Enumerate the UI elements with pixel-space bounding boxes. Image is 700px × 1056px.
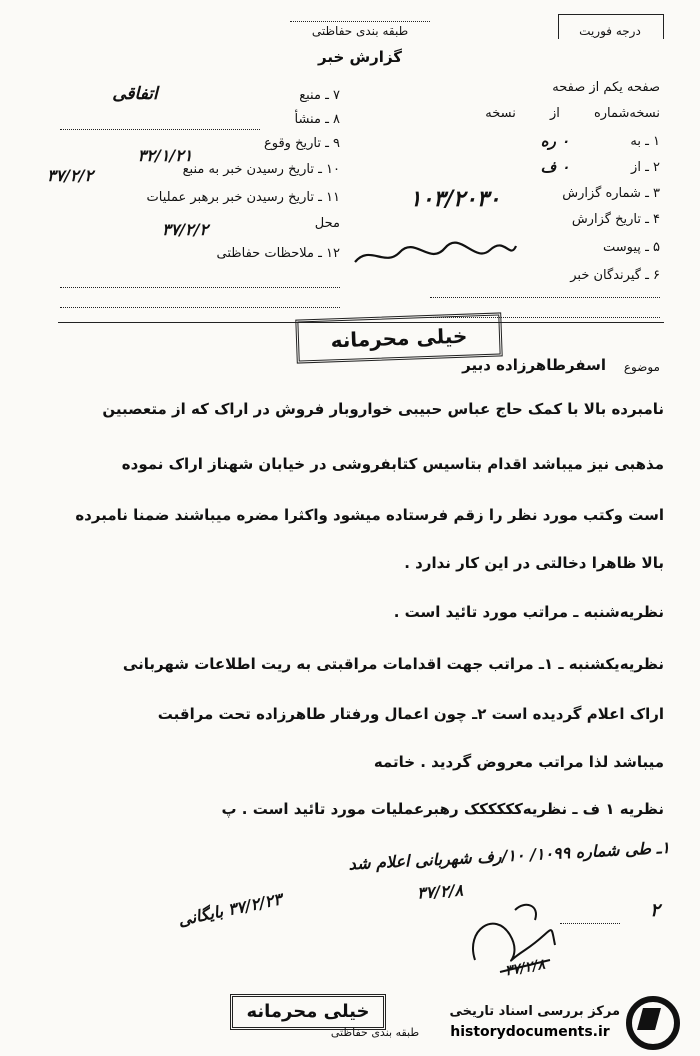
page-line: صفحه یکم از صفحه [552, 80, 660, 95]
field-occurrence-date: ۹ ـ تاریخ وقوع [263, 136, 340, 151]
field-to: ۱ ـ به [630, 134, 660, 149]
subject-value: اسفرطاهرزاده دبیر [462, 356, 606, 374]
field-from: ۲ ـ از [631, 160, 660, 175]
field-report-number: ۳ ـ شماره گزارش [562, 186, 660, 201]
body-line-6: نظریه‌یکشنبه ـ ۱ـ مراتب جهت اقدامات مراقبتی به ریت اطلاعات شهربانی [122, 655, 664, 673]
copy-line: نسخه‌شماره از نسخه [485, 106, 660, 121]
field-recipients: ۶ ـ گیرندگان خبر [570, 268, 660, 283]
field-report-number-value: ۱۰۳/۲۰۳۰ [409, 186, 501, 212]
field-origin: ۸ ـ منشأ [294, 112, 340, 127]
watermark-org: مرکز بررسی اسناد تاریخی [449, 1004, 620, 1019]
body-line-9: نظریه ۱ ف ـ نظریه‌کککککک رهبرعملیات مورد تائید است . پ [221, 800, 664, 818]
body-line-5: نظریه‌شنبه ـ مراتب مورد تائید است . [393, 603, 664, 621]
field-place: محل [314, 216, 340, 231]
field-report-date: ۴ ـ تاریخ گزارش [571, 212, 660, 227]
priority-box [558, 14, 664, 39]
subject-label: موضوع [623, 360, 660, 374]
priority-label: درجه فوریت [579, 24, 641, 38]
body-line-8: میباشد لذا مراتب معروض گردید . خاتمه [373, 753, 664, 771]
field-origin-line [60, 128, 260, 130]
attachment-scribble [350, 238, 520, 272]
field-received-leader: ۱۱ ـ تاریخ رسیدن خبر برهبر عملیات [146, 190, 340, 205]
signature-date: ۳۷/۲/۸ [503, 956, 547, 980]
body-line-7: اراک اعلام گردیده است ۲ـ چون اعمال ورفتار طاهرزاده تحت مراقبت [157, 705, 664, 723]
field-received-source-value: ۳۷/۲/۲ [46, 166, 94, 185]
field-place-value: ۳۷/۲/۲ [161, 220, 209, 239]
recipients-line-1 [430, 296, 660, 298]
handwritten-note-2: ۳۷/۲/۲۳ بایگانی [176, 889, 284, 930]
body-line-2: مذهبی نیز میباشد اقدام بتاسیس کتابفروشی در خیابان شهناز اراک نموده [121, 455, 664, 473]
notes-line-1 [60, 286, 340, 288]
watermark-url: historydocuments.ir [450, 1024, 610, 1040]
field-security-notes: ۱۲ ـ ملاحظات حفاظتی [216, 246, 340, 261]
classification-label: طبقه بندی حفاظتی [311, 24, 409, 38]
body-line-4: بالا ظاهرا دخالتی در این کار ندارد . [404, 554, 664, 572]
notes-line-2 [60, 306, 340, 308]
field-attachment: ۵ ـ پیوست [603, 240, 660, 255]
footer-classification-label: طبقه بندی حفاظتی [330, 1026, 420, 1039]
field-received-source: ۱۰ ـ تاریخ رسیدن خبر به منبع [182, 162, 340, 177]
field-source-value: اتفاقی [112, 84, 158, 104]
item-2-number: ۲ [650, 900, 660, 921]
body-line-3: است وکتب مورد نظر را زقم فرستاده میشود واکثرا مضره میباشند ضمنا نامبرده [75, 506, 664, 524]
field-from-value: ۰ ف [540, 158, 570, 176]
footer-stamp: خیلی محرمانه [230, 994, 386, 1030]
report-title: گزارش خبر [317, 48, 403, 66]
classification-line [290, 20, 430, 22]
field-to-value: ۰ ره [540, 132, 570, 150]
handwritten-note-1: ۱ـ طی شماره ۱۰۹۹/ ۱۰/رف شهربانی اعلام شد [348, 837, 671, 874]
field-source: ۷ ـ منبع [299, 88, 340, 103]
top-stamp: خیلی محرمانه [295, 312, 502, 363]
body-line-1: نامبرده بالا با کمک حاج عباس حبیبی خواروبار فروش در اراک که از متعصبین [102, 400, 664, 418]
handwritten-note-1-date: ۳۷/۲/۸ [416, 880, 464, 903]
field-occurrence-date-value: ۳۲/۱/۲۱ [137, 146, 193, 165]
